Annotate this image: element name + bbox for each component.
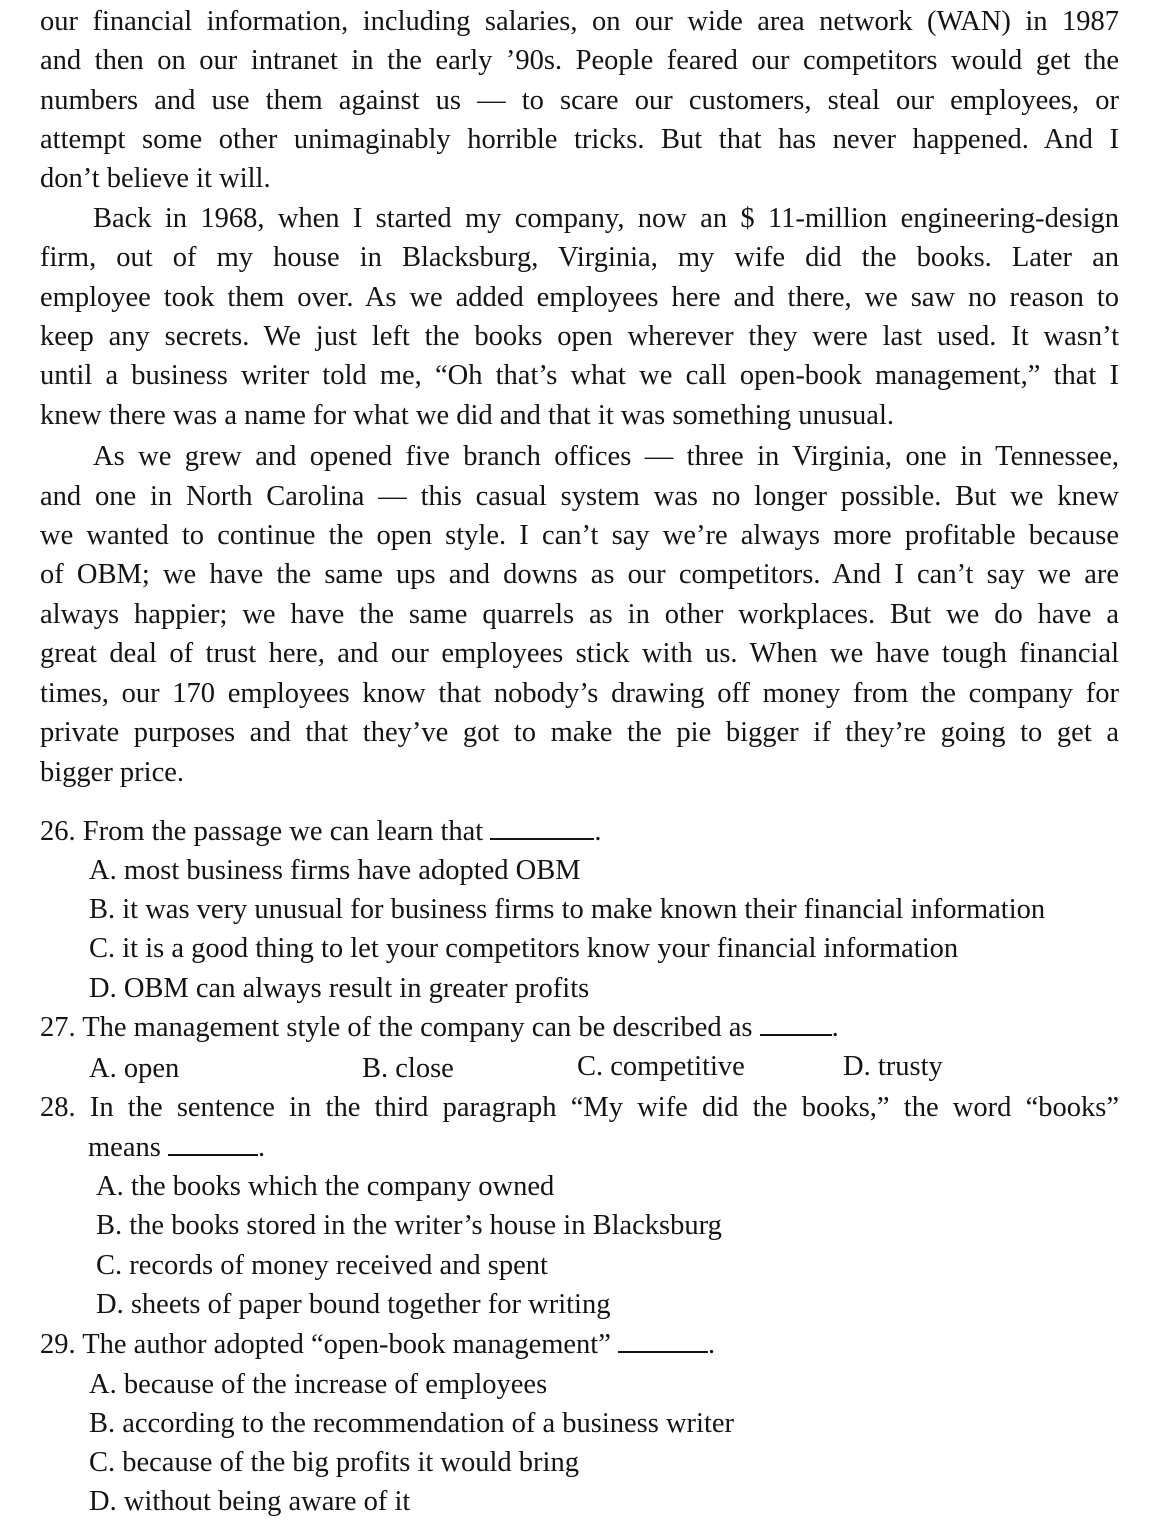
passage-line: always happier; we have the same quarrels as in other workplaces. But we do have a <box>40 599 1119 630</box>
passage-line: and one in North Carolina — this casual system was no longer possible. But we knew <box>40 481 1119 512</box>
option-a[interactable]: A. the books which the company owned <box>96 1171 555 1202</box>
option-b[interactable]: B. close <box>362 1053 454 1084</box>
answer-blank[interactable] <box>490 816 594 840</box>
passage-line: firm, out of my house in Blacksburg, Virginia, my wife did the books. Later an <box>40 242 1119 273</box>
option-c[interactable]: C. because of the big profits it would bring <box>89 1447 579 1478</box>
answer-blank[interactable] <box>760 1012 832 1036</box>
question-stem-text: 26. From the passage we can learn that <box>40 816 484 847</box>
question-stem-end: . <box>831 1012 839 1043</box>
passage-line: times, our 170 employees know that nobody’s drawing off money from the company for <box>40 678 1119 709</box>
passage-line: we wanted to continue the open style. I can’t say we’re always more profitable because <box>40 520 1119 551</box>
question-stem-end: . <box>594 816 602 847</box>
question-stem-text: means <box>88 1132 161 1163</box>
option-b[interactable]: B. it was very unusual for business firms to make known their financial information <box>89 894 1046 925</box>
option-c[interactable]: C. records of money received and spent <box>96 1250 548 1281</box>
option-c[interactable]: C. competitive <box>577 1051 745 1082</box>
option-d[interactable]: D. OBM can always result in greater profits <box>89 973 590 1004</box>
option-b[interactable]: B. the books stored in the writer’s house in Blacksburg <box>96 1210 722 1241</box>
passage-line: keep any secrets. We just left the books open wherever they were last used. It wasn’t <box>40 321 1119 352</box>
passage-line: As we grew and opened five branch offices — three in Virginia, one in Tennessee, <box>93 441 1119 472</box>
question-stem-continued <box>88 1128 265 1167</box>
passage-line: great deal of trust here, and our employees stick with us. When we have tough financial <box>40 638 1119 669</box>
question-stem <box>40 1325 715 1364</box>
question-stem-text: 29. The author adopted “open-book management” <box>40 1329 611 1360</box>
passage-line: Back in 1968, when I started my company, now an $ 11-million engineering-design <box>93 203 1119 234</box>
option-a[interactable]: A. because of the increase of employees <box>89 1369 548 1400</box>
option-a[interactable]: A. most business firms have adopted OBM <box>89 855 581 886</box>
passage-line: knew there was a name for what we did and that it was something unusual. <box>40 400 894 431</box>
option-b[interactable]: B. according to the recommendation of a business writer <box>89 1408 735 1439</box>
question-stem <box>40 812 601 851</box>
passage-line: and then on our intranet in the early ’90s. People feared our competitors would get the <box>40 45 1119 76</box>
passage-line: until a business writer told me, “Oh that’s what we call open-book management,” that I <box>40 360 1119 391</box>
passage-line: private purposes and that they’ve got to make the pie bigger if they’re going to get a <box>40 717 1119 748</box>
question-stem <box>40 1008 839 1047</box>
passage-line: attempt some other unimaginably horrible tricks. But that has never happened. And I <box>40 124 1119 155</box>
passage-line: employee took them over. As we added employees here and there, we saw no reason to <box>40 282 1119 313</box>
option-c[interactable]: C. it is a good thing to let your competitors know your financial information <box>89 933 959 964</box>
option-d[interactable]: D. without being aware of it <box>89 1486 411 1517</box>
option-d[interactable]: D. sheets of paper bound together for writing <box>96 1289 611 1320</box>
question-stem-text: 27. The management style of the company can be described as <box>40 1012 753 1043</box>
passage-line: bigger price. <box>40 757 185 788</box>
question-stem-end: . <box>257 1132 266 1163</box>
answer-blank[interactable] <box>618 1329 708 1353</box>
passage-line: of OBM; we have the same ups and downs as our competitors. And I can’t say we are <box>40 559 1119 590</box>
option-d[interactable]: D. trusty <box>843 1051 943 1082</box>
answer-blank[interactable] <box>168 1132 258 1156</box>
passage-line: numbers and use them against us — to scare our customers, steal our employees, or <box>40 85 1119 116</box>
question-stem: 28. In the sentence in the third paragraph “My wife did the books,” the word “books” <box>40 1092 1119 1123</box>
passage-line: our financial information, including salaries, on our wide area network (WAN) in 1987 <box>40 6 1119 37</box>
passage-line: don’t believe it will. <box>40 163 271 194</box>
question-stem-end: . <box>708 1329 716 1360</box>
option-a[interactable]: A. open <box>89 1053 180 1084</box>
